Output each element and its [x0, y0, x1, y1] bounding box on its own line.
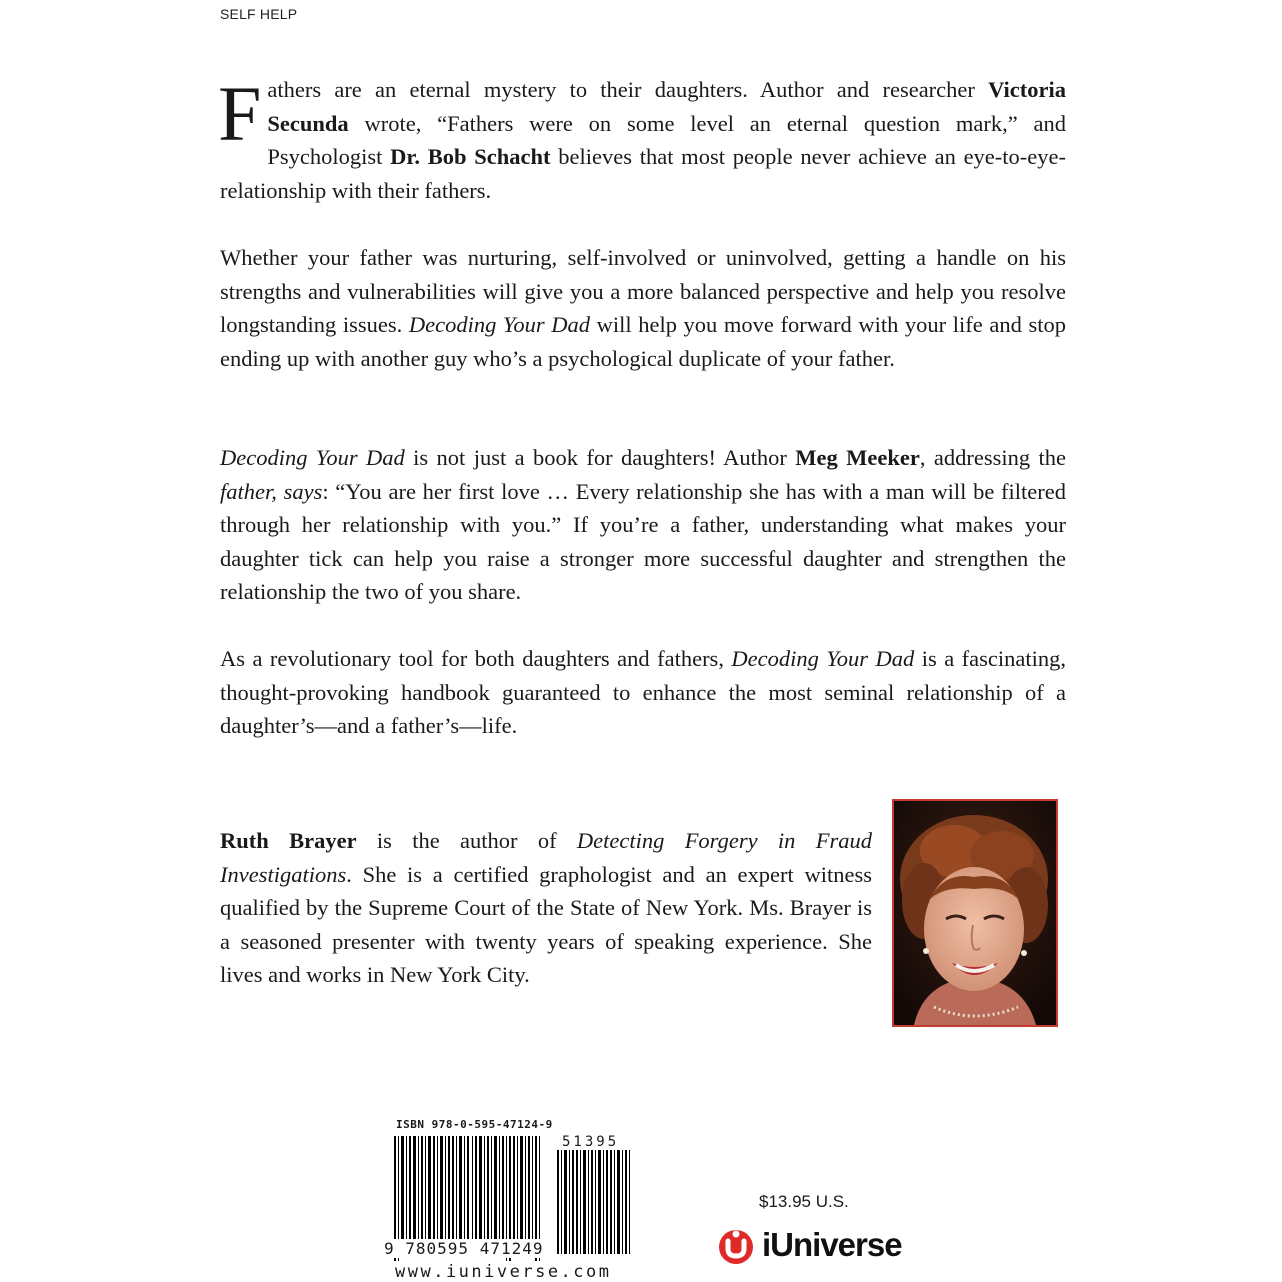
author-name: Ruth Brayer [220, 828, 357, 853]
author-photo [892, 799, 1058, 1027]
book-title-ref: Decoding Your Dad [408, 312, 590, 337]
price-label: $13.95 U.S. [759, 1192, 849, 1211]
publisher-logo [716, 1222, 902, 1268]
barcode-digits: 9 780595 471249 [384, 1239, 544, 1258]
book-title-ref: Decoding Your Dad [220, 445, 405, 470]
publisher-url: www.iuniverse.com [395, 1262, 612, 1282]
author-other-book: Detecting Forgery in Fraud Investigations [220, 828, 872, 887]
name-bob-schacht: Dr. Bob Schacht [390, 144, 551, 169]
name-meg-meeker: Meg Meeker [795, 445, 920, 470]
drop-cap: F [218, 70, 262, 157]
iuniverse-logo-icon [716, 1225, 756, 1265]
isbn-barcode [384, 1118, 637, 1282]
description-paragraph-3: Decoding Your Dad is not just a book for daughters! Author Meg Meeker, addressing the father, says: “You are her first love … Every relationship she has with a man will be filtered through her relationship with you.” If you’re a father, understanding what makes your daughter tick can help you raise a stronger more successful daughter and strengthen the relationship the two of you share. [220, 445, 1066, 604]
author-portrait-image [894, 801, 1056, 1025]
description-paragraph-4: As a revolutionary tool for both daughters and fathers, Decoding Your Dad is a fascinating, thought-provoking handbook guaranteed to enhance the most seminal relationship of a daughter’s—and a father’s—life. [220, 646, 1066, 738]
barcode-price-code: 51395 [562, 1134, 620, 1150]
category-label: SELF HELP [220, 6, 298, 22]
logo-text: iUniverse [762, 1226, 902, 1263]
description-paragraph-1: Fathers are an eternal mystery to their daughters. Author and researcher Victoria Secunda wrote, “Fathers were on some level an eternal question mark,” and Psychologist Dr. Bob Schacht believes that most people never achieve an eye-to-eye-relationship with their fathers. [218, 70, 1066, 203]
book-title-ref: Decoding Your Dad [731, 646, 915, 671]
author-bio: Ruth Brayer is the author of Detecting Forgery in Fraud Investigations. She is a certified graphologist and an expert witness qualified by the Supreme Court of the State of New York. Ms. Brayer is a seasoned presenter with twenty years of speaking experience. She lives and works in New York City. [220, 828, 872, 987]
description-paragraph-2: Whether your father was nurturing, self-involved or uninvolved, getting a handle on his strengths and vulnerabilities will give you a more balanced perspective and help you resolve longstanding issues. Decoding Your Dad will help you move forward with your life and stop ending up with another guy who’s a psychological duplicate of your father. [220, 245, 1066, 371]
name-victoria-secunda: Victoria Secunda [267, 77, 1066, 136]
isbn-number: ISBN 978-0-595-47124-9 [396, 1118, 553, 1131]
